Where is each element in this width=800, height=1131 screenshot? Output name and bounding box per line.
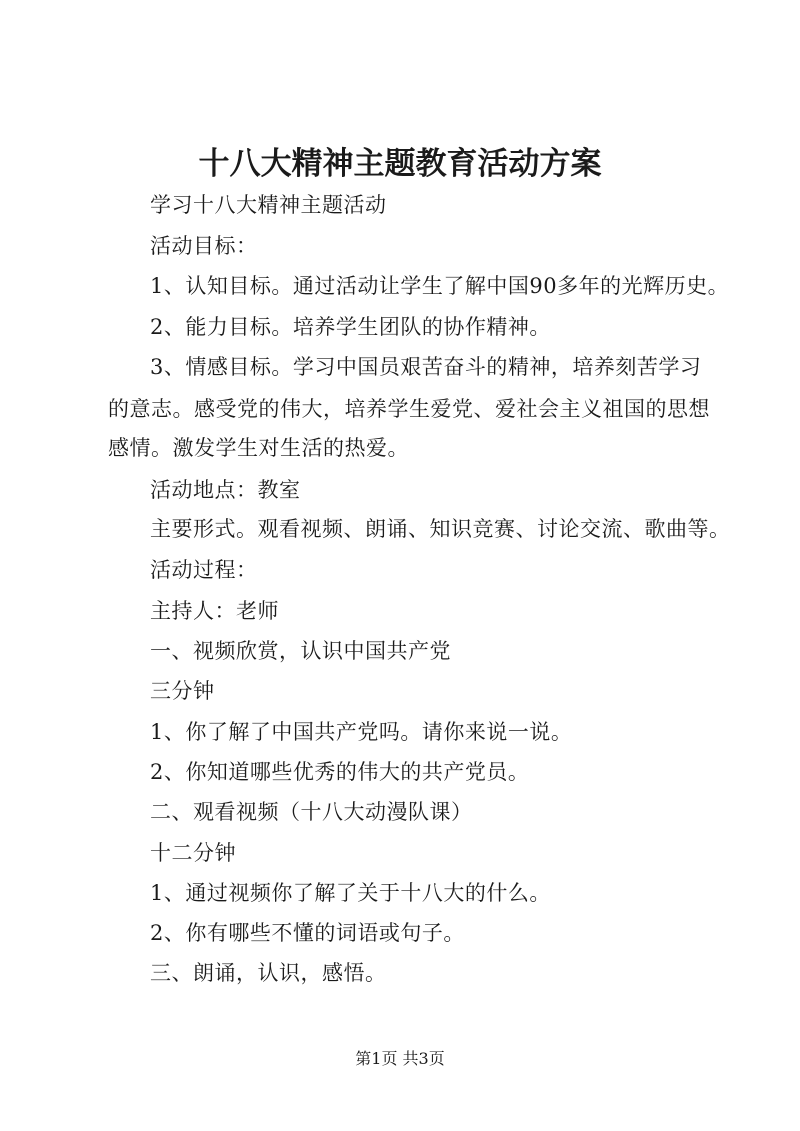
paragraph-line: 十二分钟	[150, 841, 236, 865]
paragraph-line: 三、朗诵，认识，感悟。	[150, 961, 387, 985]
paragraph-line: 活动地点：教室	[150, 478, 301, 502]
paragraph-line: 一、视频欣赏，认识中国共产党	[150, 639, 451, 663]
paragraph-line: 1、你了解了中国共产党吗。请你来说一说。	[150, 720, 573, 744]
paragraph-line: 感情。激发学生对生活的热爱。	[108, 436, 409, 460]
paragraph-line: 二、观看视频（十八大动漫队课）	[150, 800, 473, 824]
paragraph-line: 三分钟	[150, 679, 215, 703]
document-title: 十八大精神主题教育活动方案	[198, 146, 602, 182]
paragraph-line: 主持人：老师	[150, 599, 279, 623]
paragraph-line: 2、你知道哪些优秀的伟大的共产党员。	[150, 760, 530, 784]
paragraph-line: 1、通过视频你了解了关于十八大的什么。	[150, 881, 551, 905]
paragraph-line: 主要形式。观看视频、朗诵、知识竞赛、讨论交流、歌曲等。	[150, 517, 731, 541]
paragraph-line: 活动目标：	[150, 234, 258, 258]
paragraph-line: 1、认知目标。通过活动让学生了解中国90多年的光辉历史。	[150, 274, 730, 298]
paragraph-line: 2、你有哪些不懂的词语或句子。	[150, 921, 465, 945]
paragraph-line: 学习十八大精神主题活动	[150, 193, 387, 217]
paragraph-line: 2、能力目标。培养学生团队的协作精神。	[150, 315, 551, 339]
page-number-footer: 第1页 共3页	[355, 1049, 445, 1068]
paragraph-line: 的意志。感受党的伟大，培养学生爱党、爱社会主义祖国的思想	[108, 397, 710, 421]
paragraph-line: 活动过程：	[150, 558, 258, 582]
paragraph-line: 3、情感目标。学习中国员艰苦奋斗的精神，培养刻苦学习	[150, 355, 702, 379]
